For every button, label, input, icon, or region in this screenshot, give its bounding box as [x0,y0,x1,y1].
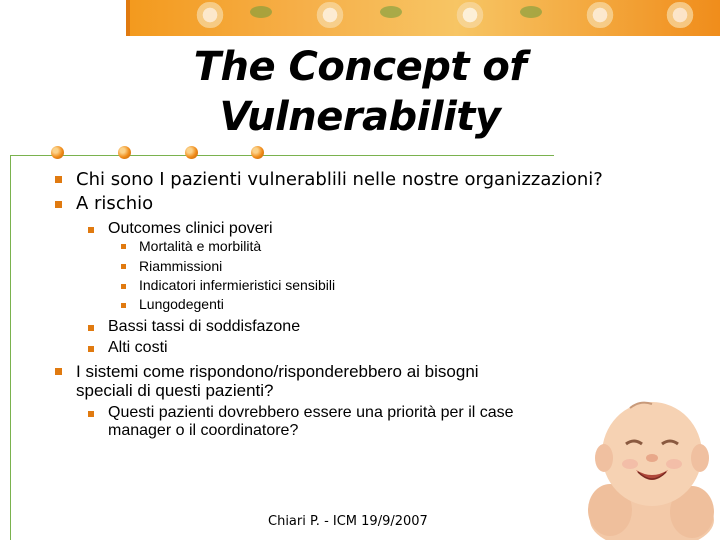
bullet-square-icon [88,325,94,331]
bullet-square-icon [88,346,94,352]
flower-decoration [660,2,700,28]
divider-ball-icon [51,146,64,159]
bullet-systems-line2: speciali di questi pazienti? [76,381,274,400]
bullet-readmissions: Riammissioni [139,258,223,274]
bullet-square-icon [55,201,62,208]
leaf-decoration [520,6,542,18]
bullet-at-risk: A rischio [76,193,154,214]
bullet-square-icon [55,176,62,183]
slide-title [150,42,570,142]
bullet-long-stay: Lungodegenti [139,296,224,312]
header-banner [126,0,720,36]
divider-ball-icon [185,146,198,159]
bullet-systems-line1: I sistemi come rispondono/risponderebbero ai bisogni [76,362,479,381]
title-divider [10,155,554,156]
flower-decoration [450,2,490,28]
bullet-square-icon [121,264,126,269]
bullet-mortality: Mortalità e morbilità [139,238,262,254]
flower-decoration [580,2,620,28]
bullet-square-icon [121,244,126,249]
bullet-square-icon [88,227,94,233]
bullet-priority-line1: Questi pazienti dovrebbero essere una priorità per il case [108,404,514,421]
bullet-nursing-indicators: Indicatori infermieristici sensibili [139,277,336,293]
crying-baby-image [580,392,720,540]
divider-ball-icon [118,146,131,159]
bullet-square-icon [121,303,126,308]
bullet-square-icon [88,411,94,417]
bullet-square-icon [121,284,126,289]
flower-decoration [310,2,350,28]
bullet-vulnerable-patients: Chi sono I pazienti vulnerablili nelle nostre organizzazioni? [76,169,603,190]
title-line-1: The Concept of [193,44,527,90]
title-line-2: Vulnerability [219,94,501,140]
bullet-poor-outcomes: Outcomes clinici poveri [108,220,273,237]
bullet-low-satisfaction: Bassi tassi di soddisfazone [108,318,301,335]
divider-ball-icon [251,146,264,159]
flower-decoration [190,2,230,28]
bullet-high-costs: Alti costi [108,339,168,356]
bullet-square-icon [55,368,62,375]
leaf-decoration [380,6,402,18]
bullet-priority-line2: manager o il coordinatore? [108,422,299,439]
slide-footer: Chiari P. - ICM 19/9/2007 [268,514,428,529]
left-rule [10,156,11,540]
leaf-decoration [250,6,272,18]
